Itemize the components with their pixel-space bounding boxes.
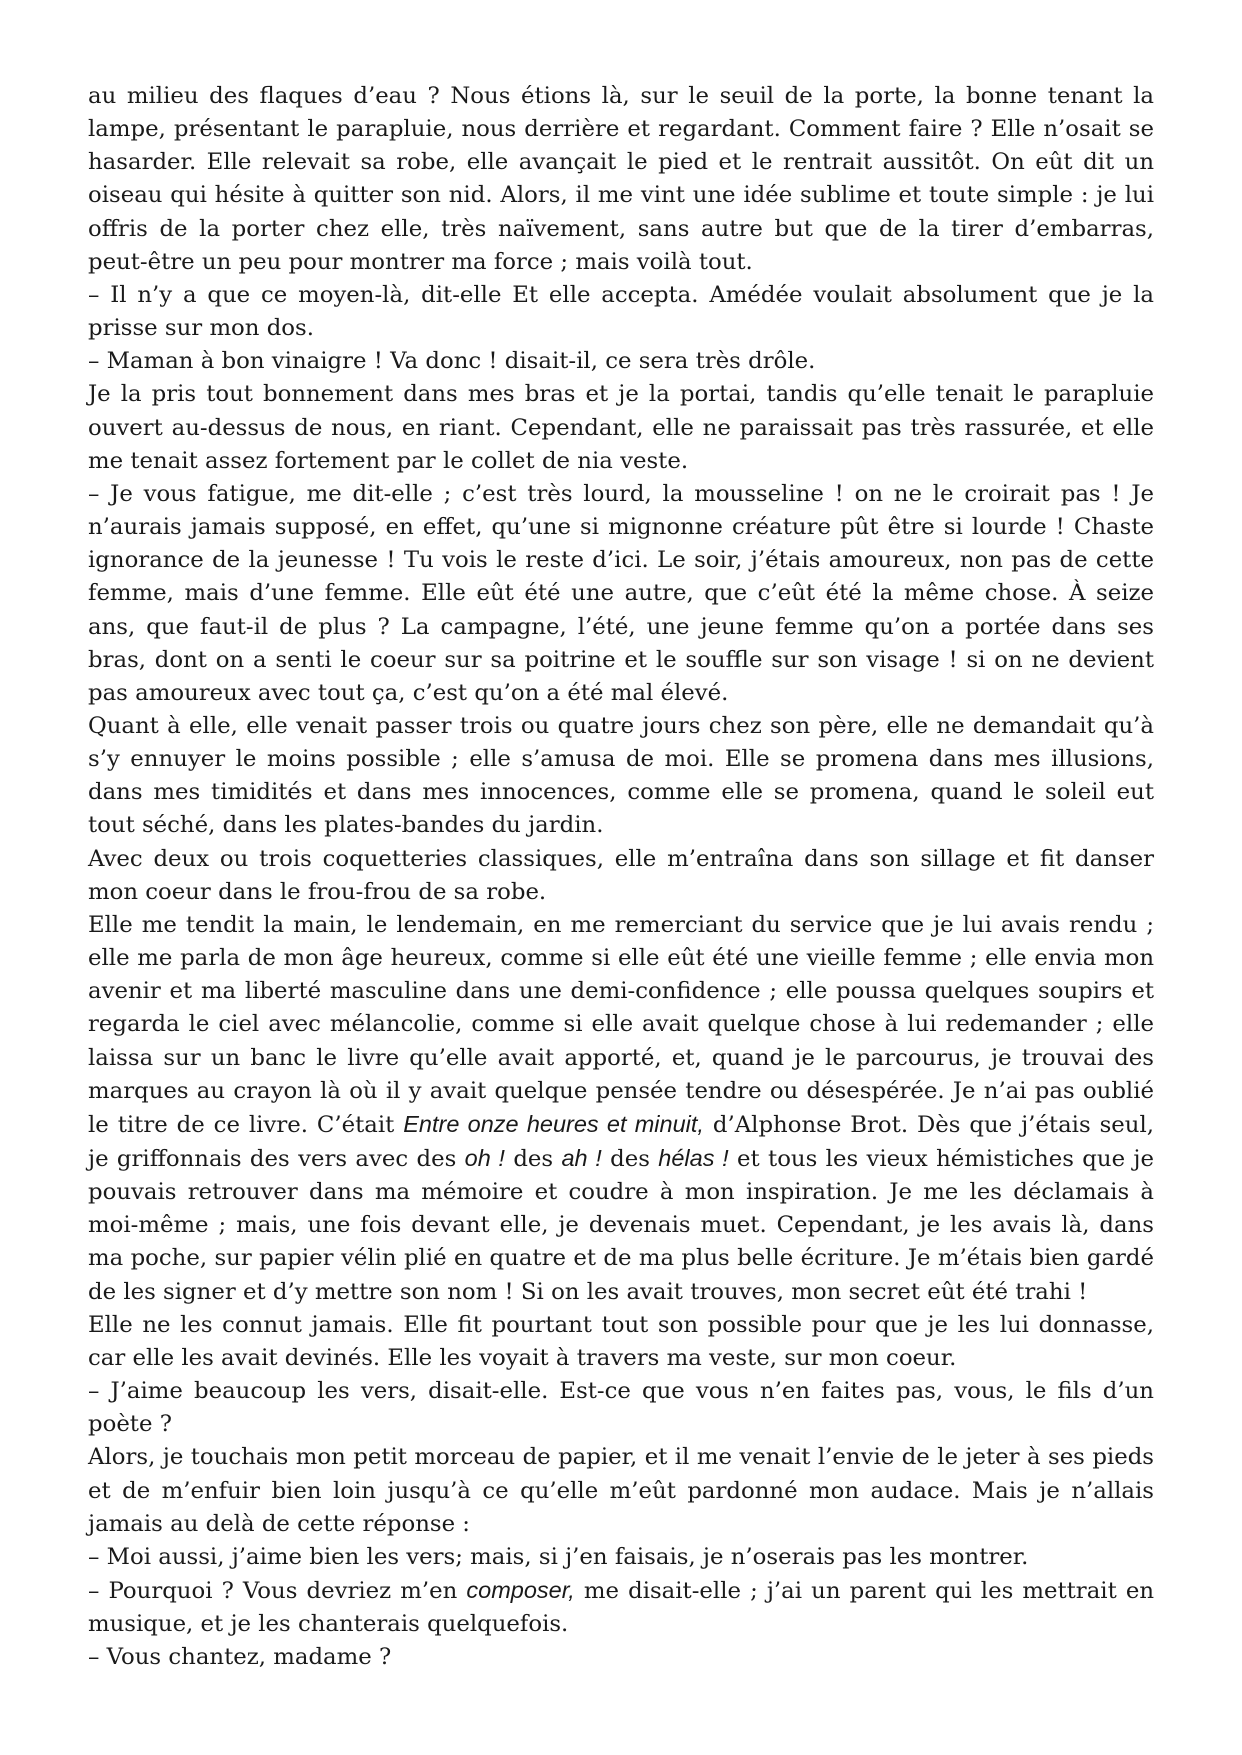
text-run: au milieu des flaques d’eau ? Nous étions là, sur le seuil de la porte, la bonne tenant la lampe, présentant le parapluie, nous derrière et regardant. Comment faire ? Elle n’osait se hasarder. Elle relevait sa robe, elle avançait le pied et le rentrait aussitôt. On eût dit un oiseau qui hésite à quitter son nid. Alors, il me vint une idée sublime et toute simple : je lui offris de la porter chez elle, très naïvement, sans autre but que de la tirer d’embarras, peut-être un peu pour montrer ma force ; mais voilà tout. [88,83,1154,275]
text-run: Elle me tendit la main, le lendemain, en me remerciant du service que je lui avais rendu ; elle me parla de mon âge heureux, comme si elle eût été une vieille femme ; elle envia mon avenir et ma liberté masculine dans une demi-confidence ; elle poussa quelques soupirs et regarda le ciel avec mélancolie, comme si elle avait quelque chose à lui redemander ; elle laissa sur un banc le livre qu’elle avait apporté, et, quand je le parcourus, je trouvai des marques au crayon là où il y avait quelque pensée tendre ou désespérée. Je n’ai pas oublié le titre de ce livre. C’était [88,911,1154,1138]
text-run: Quant à elle, elle venait passer trois ou quatre jours chez son père, elle ne demandait qu’à s’y ennuyer le moins possible ; elle s’amusa de moi. Elle se promena dans mes illusions, dans mes timidités et dans mes innocences, comme elle se promena, quand le soleil eut tout séché, dans les plates-bandes du jardin. [88,712,1154,839]
italic-text: hélas ! [658,1145,729,1171]
text-run: – Vous chantez, madame ? [88,1644,392,1671]
italic-text: composer, [466,1577,575,1604]
paragraph [88,378,1154,477]
text-run: Alors, je touchais mon petit morceau de papier, et il me venait l’envie de le jeter à ses pieds et de m’enfuir bien loin jusqu’à ce qu’elle m’eût pardonné mon audace. Mais je n’allais jamais au delà de cette réponse : [88,1444,1154,1537]
text-run: Avec deux ou trois coquetteries classiques, elle m’entraîna dans son sillage et fit danser mon coeur dans le frou-frou de sa robe. [88,845,1154,905]
text-run: – Il n’y a que ce moyen-là, dit-elle Et elle accepta. Amédée voulait absolument que je la prisse sur mon dos. [88,281,1154,342]
paragraph [88,1309,1154,1375]
paragraph [88,1541,1154,1574]
paragraph [88,1641,1154,1674]
text-run: Elle ne les connut jamais. Elle fit pourtant tout son possible pour que je les lui donnasse, car elle les avait devinés. Elle les voyait à travers ma veste, sur mon coeur. [88,1311,1154,1371]
text-run: et tous les vieux hémistiches que je pouvais retrouver dans ma mémoire et coudre à mon inspiration. Je me les déclamais à moi-même ; mais, une fois devant elle, je devenais muet. Cependant, je les avais là, dans ma poche, sur papier vélin plié en quatre et de ma plus belle écriture. Je m’étais bien gardé de les signer et d’y mettre son nom ! Si on les avait trouves, mon secret eût été trahi ! [88,1146,1154,1305]
text-run: des [504,1146,562,1172]
paragraph [88,80,1154,279]
italic-text: Entre onze heures et minuit, [403,1110,704,1137]
text-run: – Moi aussi, j’aime bien les vers; mais, si j’en faisais, je n’oserais pas les montrer. [88,1543,1029,1570]
paragraph [88,1441,1154,1540]
paragraph [88,843,1154,909]
italic-text: ah ! [561,1145,602,1171]
text-run: des [601,1146,659,1172]
text-run: – Pourquoi ? Vous devriez m’en [88,1578,467,1605]
text-run: – Maman à bon vinaigre ! Va donc ! disait-il, ce sera très drôle. [88,348,816,375]
text-run: – J’aime beaucoup les vers, disait-elle. Est-ce que vous n’en faites pas, vous, le fils d’un poète ? [88,1378,1154,1438]
paragraph [88,1574,1154,1641]
text-run: Je la pris tout bonnement dans mes bras et je la portai, tandis qu’elle tenait le parapluie ouvert au-dessus de nous, en riant. Cependant, elle ne paraissait pas très rassurée, et elle me tenait assez fortement par le collet de nia veste. [88,381,1154,474]
paragraph [88,710,1154,843]
paragraph [88,1375,1154,1441]
text-run: me disait-elle ; j’ai un parent qui les mettrait en musique, et je les chanterais quelquefois. [88,1578,1154,1638]
italic-text: oh ! [464,1145,505,1171]
document-body [88,80,1154,1675]
paragraph [88,279,1154,345]
paragraph [88,478,1154,710]
paragraph [88,345,1154,378]
text-run: – Je vous fatigue, me dit-elle ; c’est très lourd, la mousseline ! on ne le croirait pas ! Je n’aurais jamais supposé, en effet, qu’une si mignonne créature pût être si lourde ! Chaste ignorance de la jeunesse ! Tu vois le reste d’ici. Le soir, j’étais amoureux, non pas de cette femme, mais d’une femme. Elle eût été une autre, que c’eût été la même chose. À seize ans, que faut-il de plus ? La campagne, l’été, une jeune femme qu’on a portée dans ses bras, dont on a senti le coeur sur sa poitrine et le souffle sur son visage ! si on ne devient pas amoureux avec tout ça, c’est qu’on a été mal élevé. [88,480,1154,706]
paragraph [88,909,1154,1309]
text-run: d’Alphonse Brot. Dès que j’étais seul, je griffonnais des vers avec des [88,1111,1155,1172]
